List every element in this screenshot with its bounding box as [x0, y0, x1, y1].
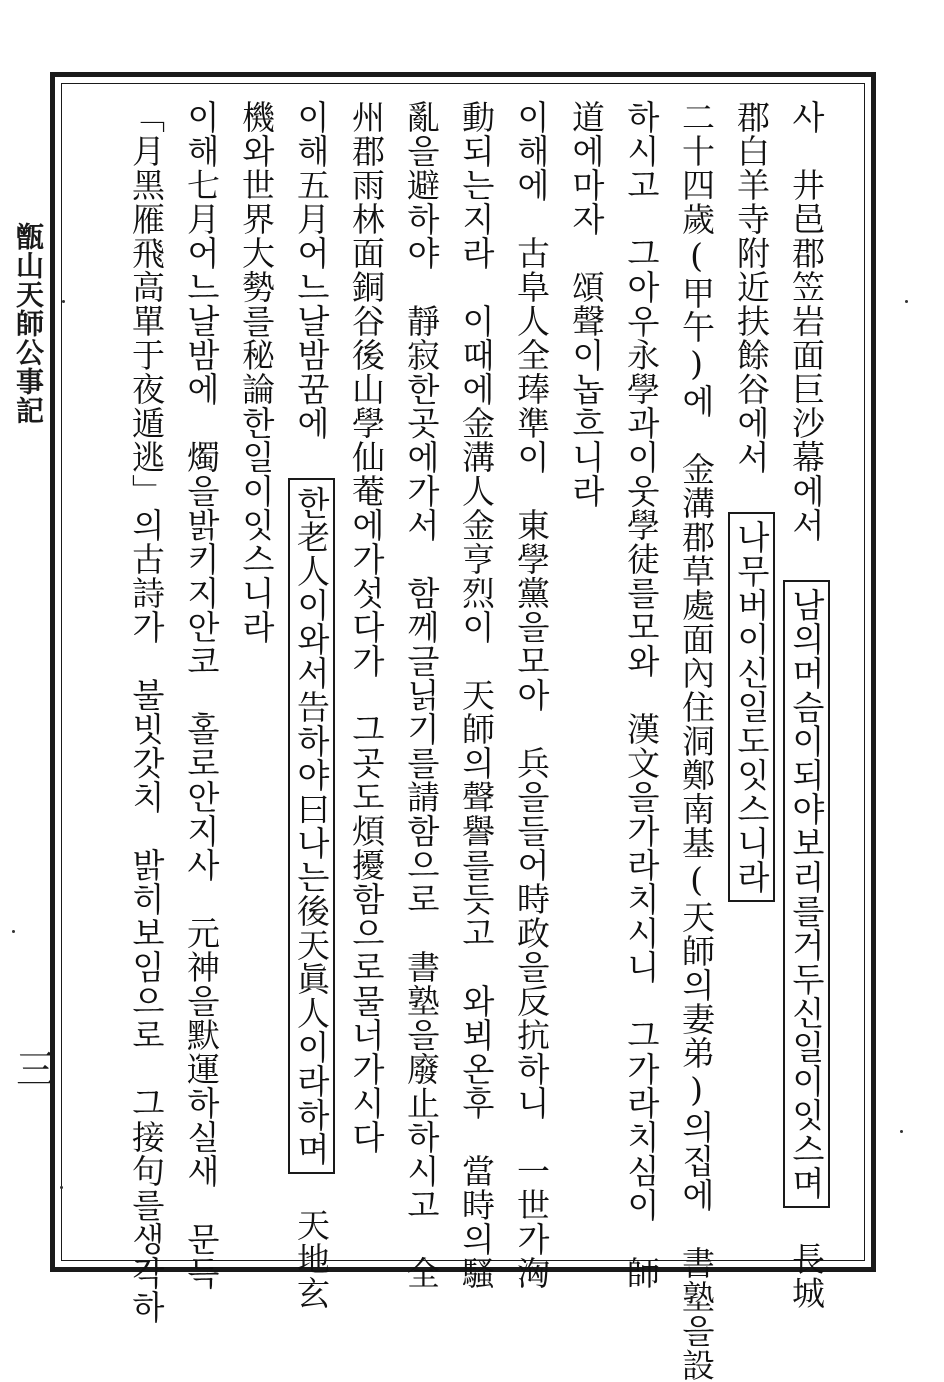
scan-speck	[900, 1130, 903, 1133]
scan-speck	[12, 930, 15, 933]
text-column-13	[119, 100, 174, 1324]
column-text: 二十四歲(甲午)에 金溝郡草處面內住洞鄭南基(天師의妻弟)의집에 書塾을設	[677, 100, 716, 1382]
column-text: 이해五月어느날밤꿈에	[292, 100, 331, 480]
boxed-annotation: 남의머슴이되야보리를거두신일이잇스며	[783, 580, 830, 1208]
column-text: 이해에 古阜人全琫準이 東學黨을모아 兵을들어時政을反抗하니 一世가洶	[512, 100, 551, 1290]
scan-speck	[60, 1186, 63, 1189]
text-column-5	[559, 100, 614, 1260]
text-column-3	[669, 100, 724, 1382]
column-text: 機와世界大勢를秘論한일이잇스니라	[237, 100, 276, 644]
column-text: 亂을避하야 靜寂한곳에가서 함께글닑기를請함으로 書塾을廢止하시고 全	[402, 100, 441, 1290]
text-column-11	[229, 100, 284, 1260]
column-text: 郡白羊寺附近扶餘谷에서	[732, 100, 771, 514]
boxed-annotation: 나무버이신일도잇스니라	[728, 512, 775, 902]
text-column-10	[284, 100, 339, 1310]
running-title: 甑山天師公事記	[12, 222, 45, 425]
column-text: 天地玄	[292, 1174, 331, 1310]
column-text: 動되는지라 이때에金溝人金亨烈이 天師의聲譽를듯고 와뵈온후 當時의騷	[457, 100, 496, 1290]
text-column-2	[724, 100, 779, 1260]
column-text: 「月黑雁飛高單于夜遁逃」의古詩가 불빗갓치 밝히보임으로 그接句를생각하	[127, 100, 166, 1324]
text-column-1	[779, 100, 834, 1310]
text-column-7	[449, 100, 504, 1290]
page-number: 三	[16, 1047, 56, 1093]
text-column-4	[614, 100, 669, 1290]
column-text: 州郡雨林面銅谷後山學仙菴에가섯다가 그곳도煩擾함으로물너가시다	[347, 100, 386, 1154]
scan-speck	[62, 300, 65, 303]
column-text: 長城	[787, 1208, 826, 1310]
scan-speck	[905, 300, 908, 303]
column-text: 사 井邑郡笠岩面巨沙幕에서	[787, 100, 826, 582]
column-text: 道에마자 頌聲이놉흐니라	[567, 100, 606, 508]
column-text: 이해七月어느날밤에 燭을밝키지안코 홀로안지사 元神을默運하실새 문득	[182, 100, 221, 1290]
text-column-6	[504, 100, 559, 1290]
text-column-8	[394, 100, 449, 1290]
boxed-annotation: 한老人이와서告하야曰나는後天眞人이라하며	[288, 478, 335, 1174]
vertical-body-text	[74, 100, 834, 1382]
column-text: 하시고 그아우永學과이웃學徒를모와 漢文을가라치시니 그가라치심이 師	[622, 100, 661, 1290]
text-column-12	[174, 100, 229, 1290]
text-column-9	[339, 100, 394, 1260]
